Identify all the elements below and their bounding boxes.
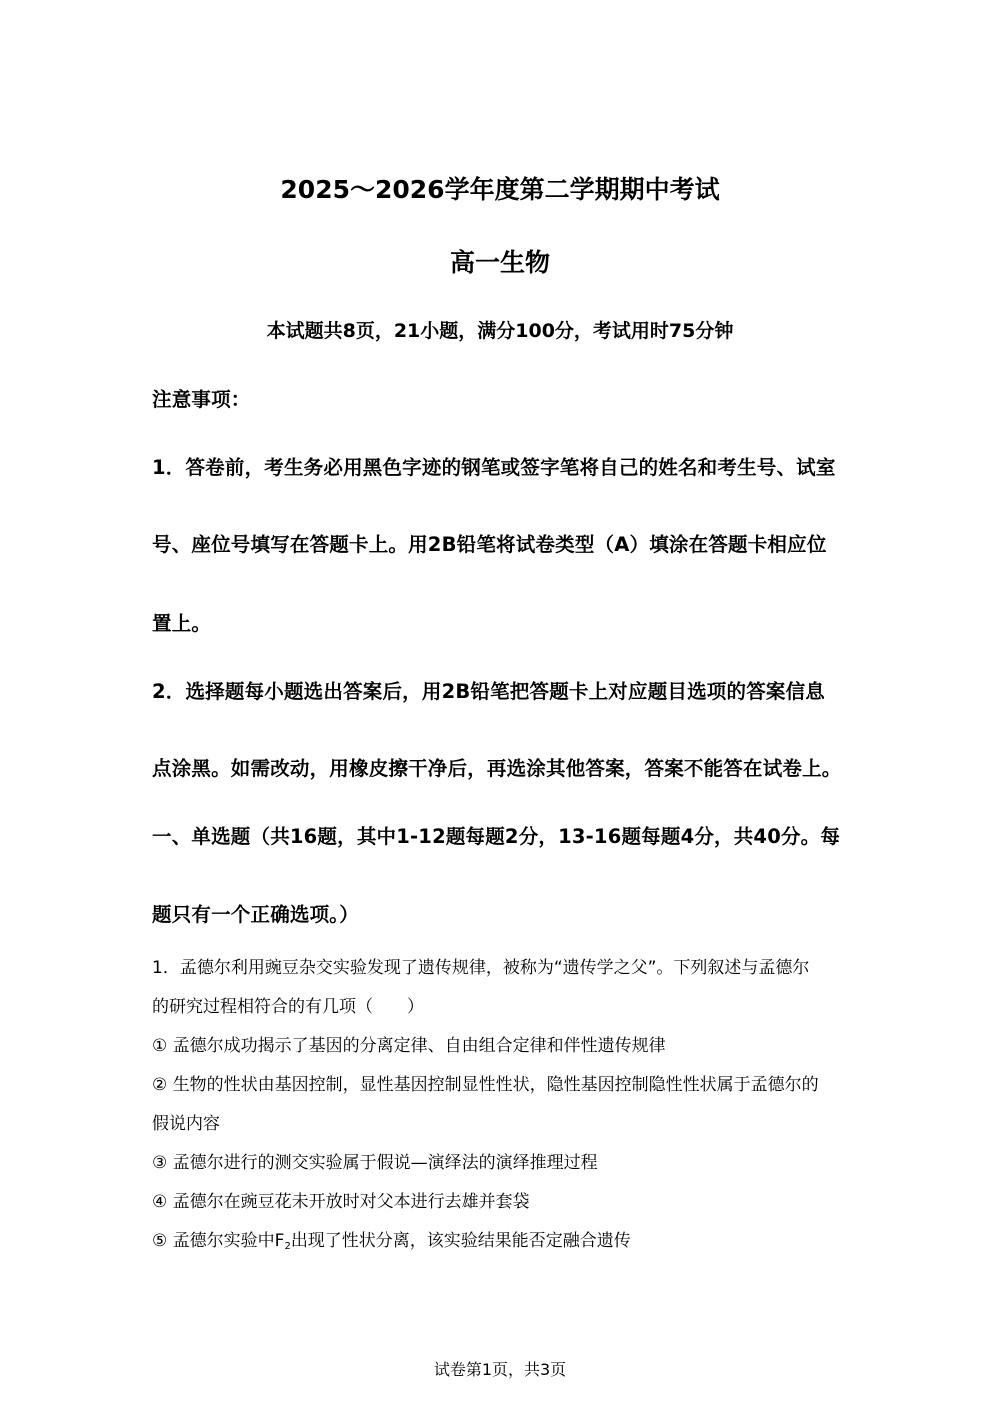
notice-item-2-line-1: 2．选择题每小题选出答案后，用2B铅笔把答题卡上对应题目选项的答案信息 (152, 680, 825, 703)
question-1-option-4: ④ 孟德尔在豌豆花未开放时对父本进行去雄并套袋 (152, 1192, 530, 1212)
question-1-option-2-line-2: 假说内容 (152, 1114, 220, 1134)
exam-title: 2025～2026学年度第二学期期中考试 (280, 175, 720, 204)
section-1-heading-line-2: 题只有一个正确选项。） (152, 903, 359, 926)
question-1-stem-line-1: 1．孟德尔利用豌豆杂交实验发现了遗传规律，被称为“遗传学之父”。下列叙述与孟德尔 (152, 958, 810, 978)
question-1-option-1: ① 孟德尔成功揭示了基因的分离定律、自由组合定律和伴性遗传规律 (152, 1036, 666, 1056)
section-1-heading-line-1: 一、单选题（共16题，其中1-12题每题2分，13-16题每题4分，共40分。每 (152, 825, 841, 848)
question-1-option-5-subscript: 2 (284, 1241, 291, 1252)
notice-heading: 注意事项： (152, 388, 251, 411)
subject-title: 高一生物 (449, 248, 550, 277)
question-1-option-5-prefix: ⑤ 孟德尔实验中F (152, 1231, 285, 1251)
notice-item-1-line-2: 号、座位号填写在答题卡上。用2B铅笔将试卷类型（A）填涂在答题卡相应位 (152, 533, 827, 556)
exam-info: 本试题共8页，21小题，满分100分，考试用时75分钟 (266, 320, 734, 342)
question-1-option-2-line-1: ② 生物的性状由基因控制，显性基因控制显性性状，隐性基因控制隐性性状属于孟德尔的 (152, 1075, 819, 1095)
question-1-option-3: ③ 孟德尔进行的测交实验属于假说—演绎法的演绎推理过程 (152, 1153, 598, 1173)
notice-item-1-line-3: 置上。 (152, 612, 212, 635)
notice-item-2-line-2: 点涂黑。如需改动，用橡皮擦干净后，再选涂其他答案，答案不能答在试卷上。 (152, 757, 842, 780)
question-1-option-5-suffix: 出现了性状分离，该实验结果能否定融合遗传 (290, 1231, 631, 1251)
page-footer: 试卷第1页，共3页 (433, 1360, 567, 1379)
question-1-stem-line-2: 的研究过程相符合的有几项（ ） (152, 997, 424, 1017)
notice-item-1-line-1: 1．答卷前，考生务必用黑色字迹的钢笔或签字笔将自己的姓名和考生号、试室 (152, 456, 836, 479)
question-1-option-5 (152, 1226, 631, 1252)
